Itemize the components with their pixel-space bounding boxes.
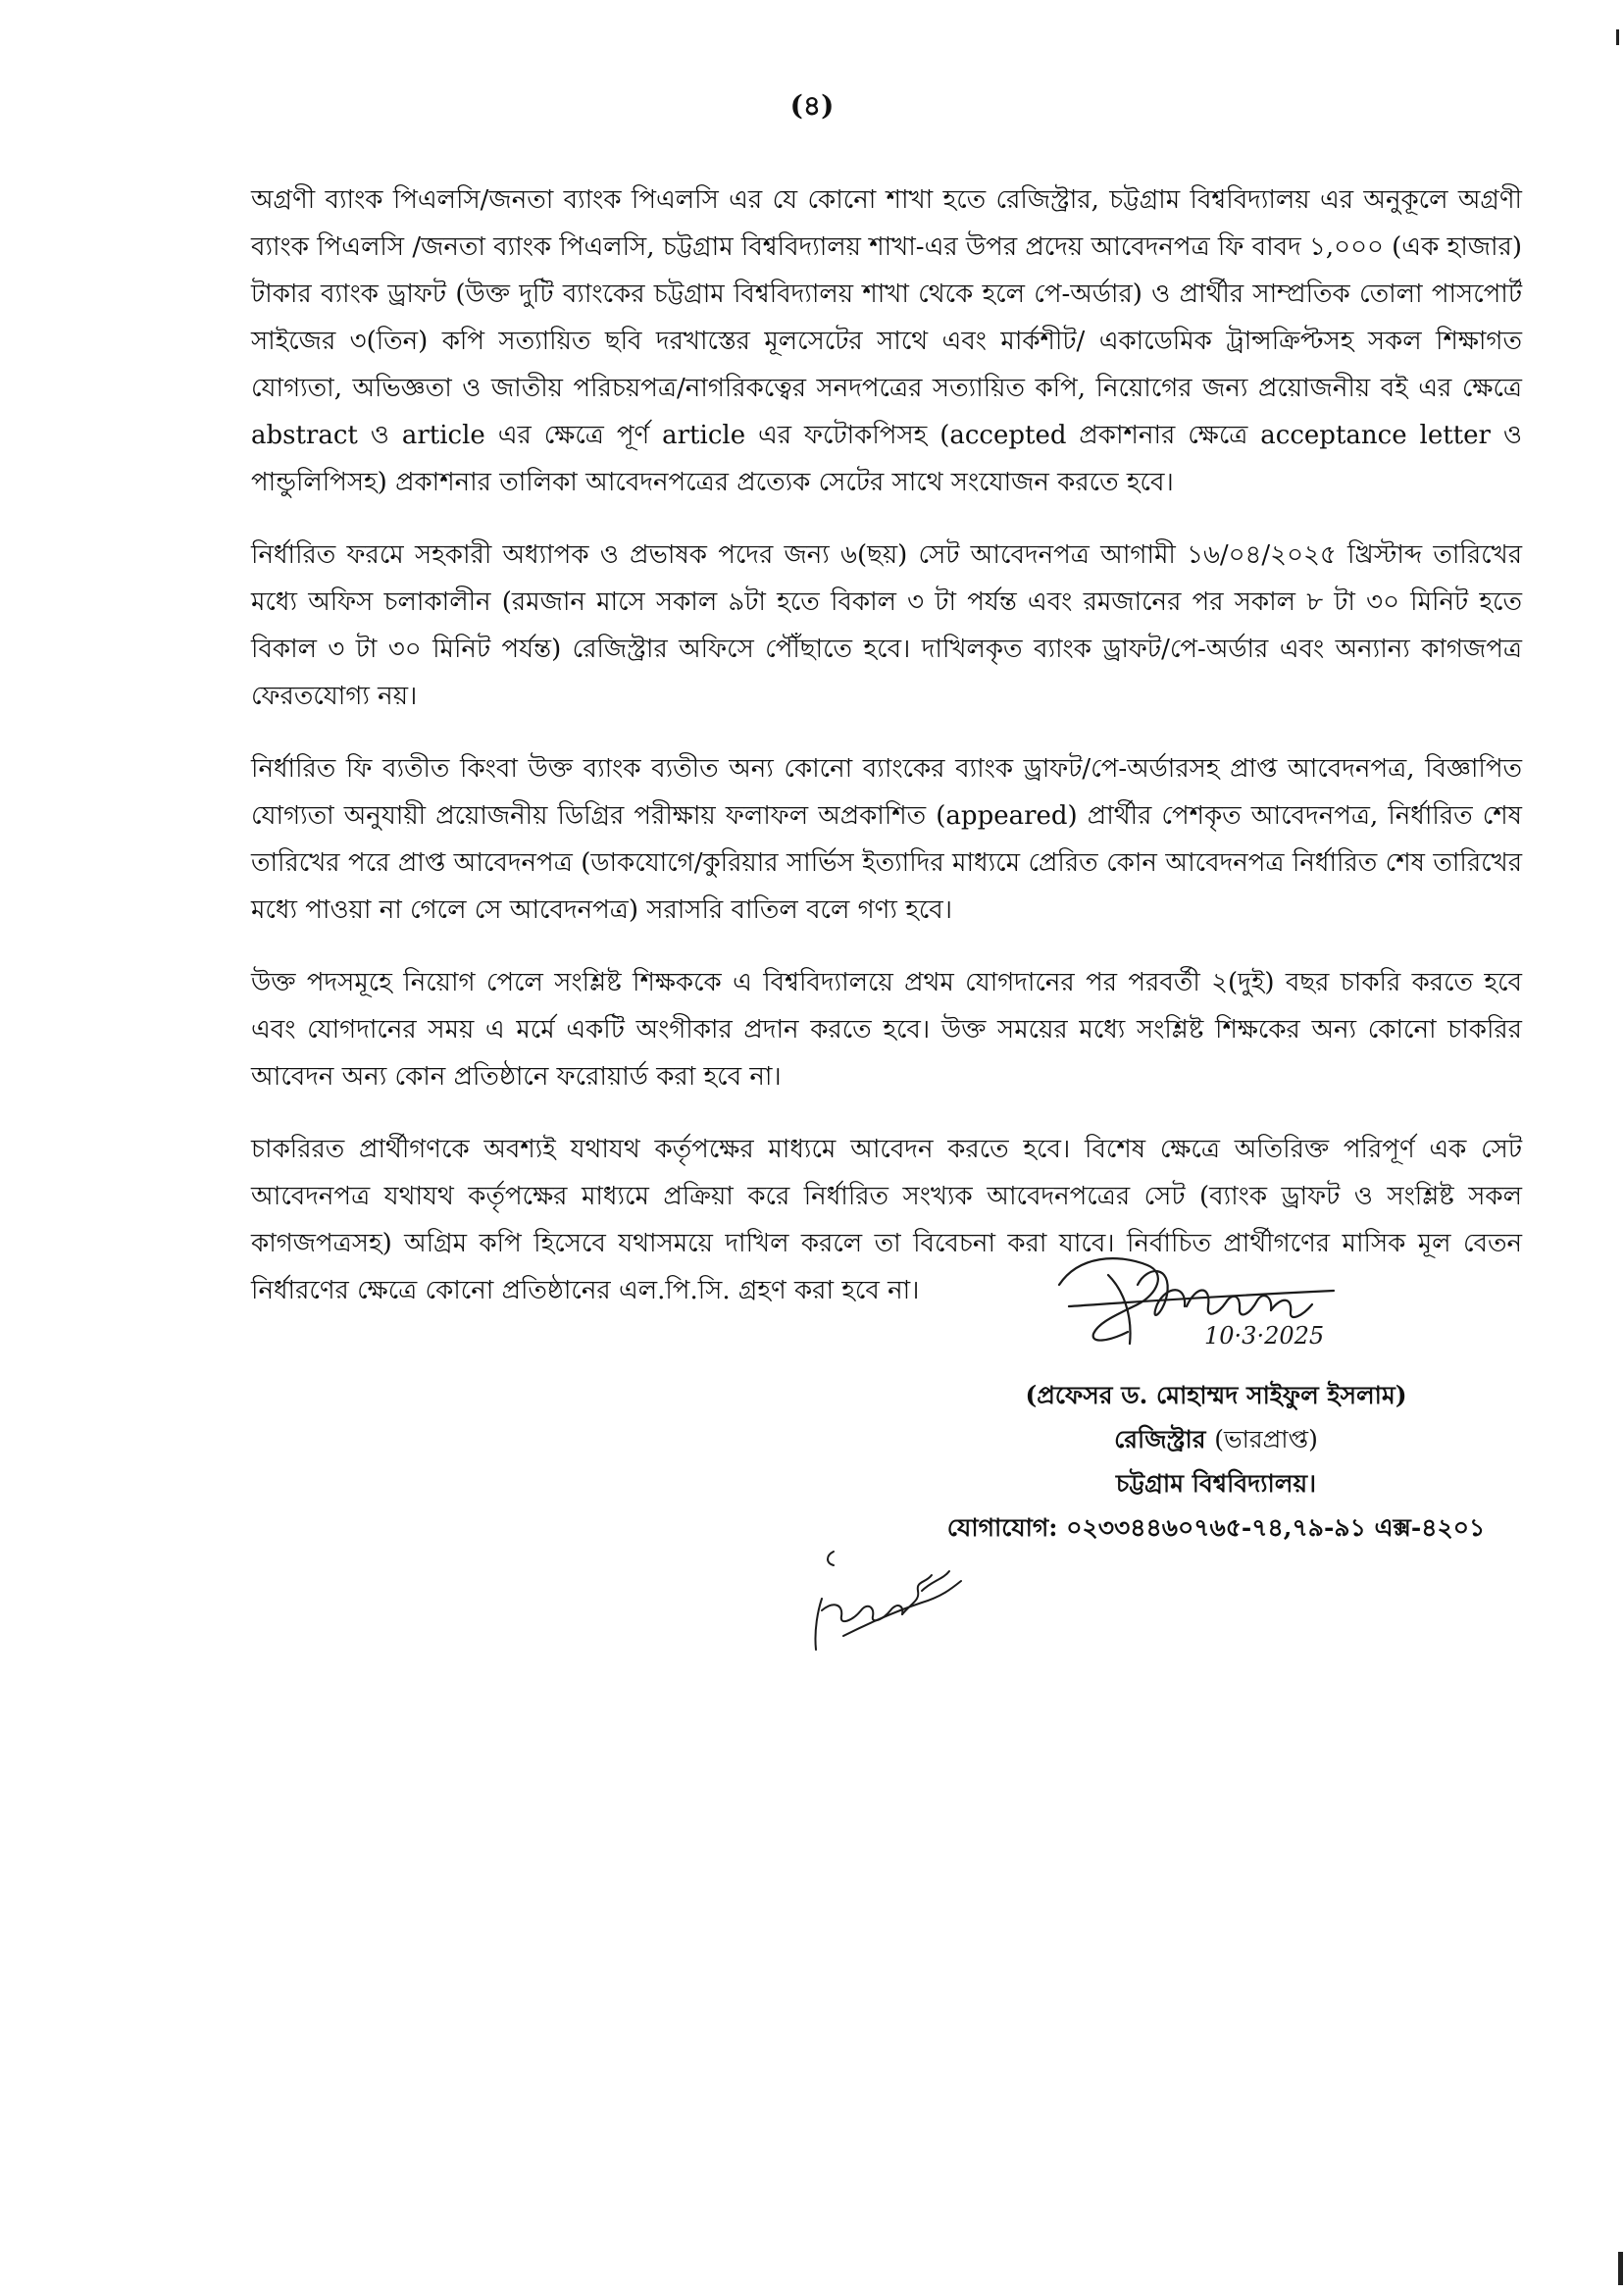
paragraph-employed-candidates: চাকরিরত প্রার্থীগণকে অবশ্যই যথাযথ কর্তৃপক্ষের মাধ্যমে আবেদন করতে হবে। বিশেষ ক্ষেত্রে অতিরিক্ত পরিপূর্ণ এক সেট আবেদনপত্র যথাযথ কর্তৃপক্ষের মাধ্যমে প্রক্রিয়া করে নির্ধারিত সংখ্যক আবেদনপত্রের সেট (ব্যাংক ড্রাফট ও সংশ্লিষ্ট সকল কাগজপত্রসহ) অগ্রিম কপি হিসেবে যথাসময়ে দাখিল করলে তা বিবেচনা করা যাবে। নির্বাচিত প্রার্থীগণের মাসিক মূল বেতন নির্ধারণের ক্ষেত্রে কোনো প্রতিষ্ঠানের এল.পি.সি. গ্রহণ করা হবে না। <box>251 1135 1522 1305</box>
signatory-designation-line <box>863 1417 1569 1461</box>
signatory-designation-note: (ভারপ্রাপ্ত) <box>1214 1425 1318 1453</box>
scan-edge-mark <box>1618 2252 1623 2285</box>
signature-date: 10·3·2025 <box>1204 1322 1325 1350</box>
signatory-institution: চট্টগ্রাম বিশ্ববিদ্যালয়। <box>1115 1469 1317 1498</box>
paragraph-rejection-conditions: নির্ধারিত ফি ব্যতীত কিংবা উক্ত ব্যাংক ব্যতীত অন্য কোনো ব্যাংকের ব্যাংক ড্রাফট/পে-অর্ডারসহ প্রাপ্ত আবেদনপত্র, বিজ্ঞাপিত যোগ্যতা অনুযায়ী প্রয়োজনীয় ডিগ্রির পরীক্ষায় ফলাফল অপ্রকাশিত (appeared) প্রার্থীর পেশকৃত আবেদনপত্র, নির্ধারিত শেষ তারিখের পরে প্রাপ্ত আবেদনপত্র (ডাকযোগে/কুরিয়ার সার্ভিস ইত্যাদির মাধ্যমে প্রেরিত কোন আবেদনপত্র নির্ধারিত শেষ তারিখের মধ্যে পাওয়া না গেলে সে আবেদনপত্র) সরাসরি বাতিল বলে গণ্য হবে। <box>251 754 1522 925</box>
handwritten-initials <box>804 1542 981 1669</box>
document-body <box>251 177 1522 1340</box>
paragraph-application-fee-documents: অগ্রণী ব্যাংক পিএলসি/জনতা ব্যাংক পিএলসি এর যে কোনো শাখা হতে রেজিস্ট্রার, চট্টগ্রাম বিশ্ববিদ্যালয় এর অনুকূলে অগ্রণী ব্যাংক পিএলসি /জনতা ব্যাংক পিএলসি, চট্টগ্রাম বিশ্ববিদ্যালয় শাখা-এর উপর প্রদেয় আবেদনপত্র ফি বাবদ ১,০০০ (এক হাজার) টাকার ব্যাংক ড্রাফট (উক্ত দুটি ব্যাংকের চট্টগ্রাম বিশ্ববিদ্যালয় শাখা থেকে হলে পে-অর্ডার) ও প্রার্থীর সাম্প্রতিক তোলা পাসপোর্ট সাইজের ৩(তিন) কপি সত্যায়িত ছবি দরখাস্তের মূলসেটের সাথে এবং মার্কশীট/ একাডেমিক ট্রান্সক্রিপ্টসহ সকল শিক্ষাগত যোগ্যতা, অভিজ্ঞতা ও জাতীয় পরিচয়পত্র/নাগরিকত্বের সনদপত্রের সত্যায়িত কপি, নিয়োগের জন্য প্রয়োজনীয় বই এর ক্ষেত্রে abstract ও article এর ক্ষেত্রে পূর্ণ article এর ফটোকপিসহ (accepted প্রকাশনার ক্ষেত্রে acceptance letter ও পান্ডুলিপিসহ) প্রকাশনার তালিকা আবেদনপত্রের প্রত্যেক সেটের সাথে সংযোজন করতে হবে। <box>251 185 1522 497</box>
paragraph-service-bond: উক্ত পদসমূহে নিয়োগ পেলে সংশ্লিষ্ট শিক্ষককে এ বিশ্ববিদ্যালয়ে প্রথম যোগদানের পর পরবর্তী ২(দুই) বছর চাকরি করতে হবে এবং যোগদানের সময় এ মর্মে একটি অংগীকার প্রদান করতে হবে। উক্ত সময়ের মধ্যে সংশ্লিষ্ট শিক্ষকের অন্য কোনো চাকরির আবেদন অন্য কোন প্রতিষ্ঠানে ফরোয়ার্ড করা হবে না। <box>251 968 1522 1092</box>
signatory-contact: যোগাযোগ: ০২৩৩৪৪৬০৭৬৫-৭৪,৭৯-৯১ এক্স-৪২০১ <box>946 1513 1486 1542</box>
signatory-designation: রেজিস্ট্রার <box>1114 1425 1206 1453</box>
paragraph-submission-deadline: নির্ধারিত ফরমে সহকারী অধ্যাপক ও প্রভাষক পদের জন্য ৬(ছয়) সেট আবেদনপত্র আগামী ১৬/০৪/২০২৫ খ্রিস্টাব্দ তারিখের মধ্যে অফিস চলাকালীন (রমজান মাসে সকাল ৯টা হতে বিকাল ৩ টা পর্যন্ত এবং রমজানের পর সকাল ৮ টা ৩০ মিনিট হতে বিকাল ৩ টা ৩০ মিনিট পর্যন্ত) রেজিস্ট্রার অফিসে পৌঁছাতে হবে। দাখিলকৃত ব্যাংক ড্রাফট/পে-অর্ডার এবং অন্যান্য কাগজপত্র ফেরতযোগ্য নয়। <box>251 540 1522 711</box>
handwritten-signature <box>1040 1246 1393 1373</box>
signatory-block <box>863 1373 1569 1550</box>
scan-edge-mark <box>1616 29 1619 45</box>
signatory-name: (প্রফেসর ড. মোহাম্মদ সাইফুল ইসলাম) <box>1025 1381 1407 1409</box>
page-number: (৪) <box>789 89 835 122</box>
